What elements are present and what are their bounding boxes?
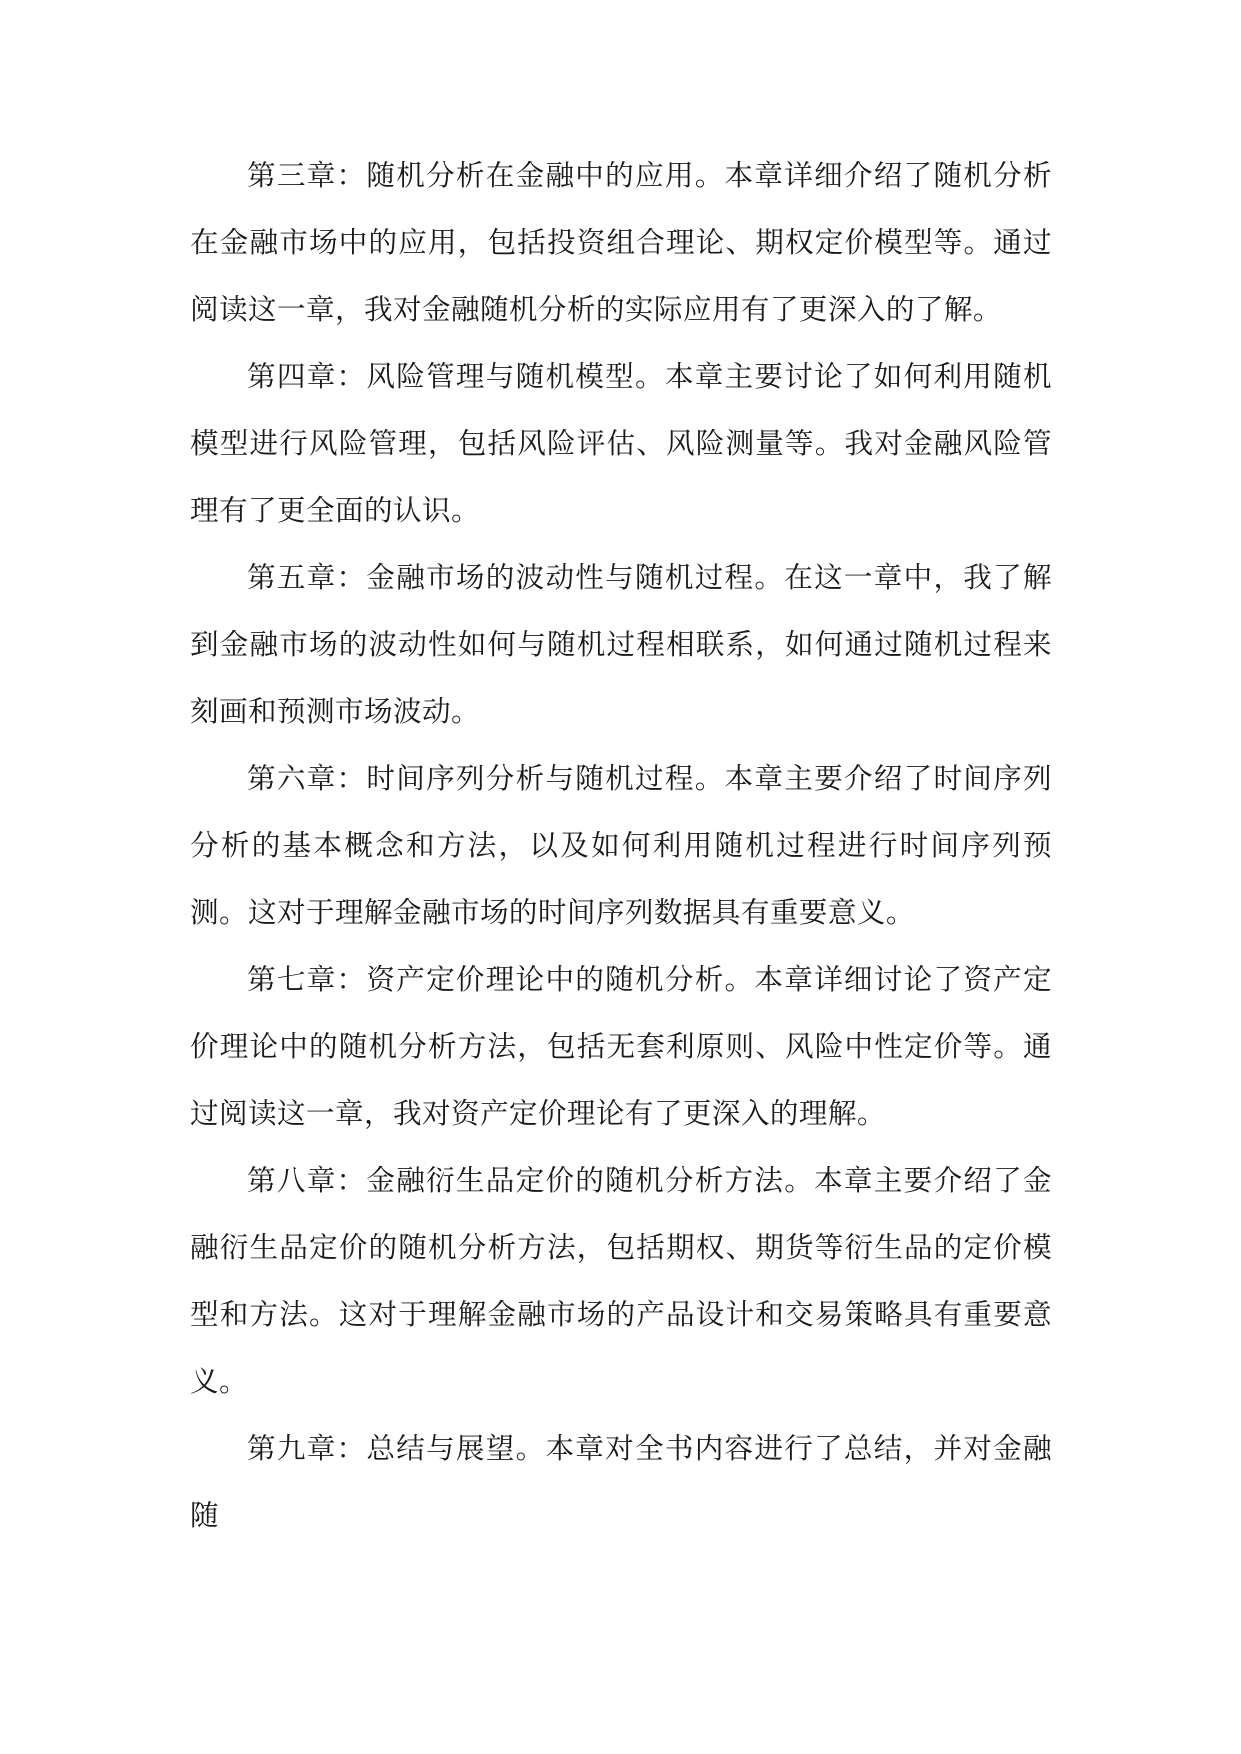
paragraph-chapter-5: 第五章：金融市场的波动性与随机过程。在这一章中，我了解到金融市场的波动性如何与随机过程相联系，如何通过随机过程来刻画和预测市场波动。 — [190, 560, 1052, 728]
document-body — [190, 142, 1052, 1549]
paragraph-chapter-4: 第四章：风险管理与随机模型。本章主要讨论了如何利用随机模型进行风险管理，包括风险评估、风险测量等。我对金融风险管理有了更全面的认识。 — [190, 359, 1052, 527]
paragraph-chapter-9: 第九章：总结与展望。本章对全书内容进行了总结，并对金融随 — [190, 1431, 1052, 1532]
paragraph-chapter-3: 第三章：随机分析在金融中的应用。本章详细介绍了随机分析在金融市场中的应用，包括投资组合理论、期权定价模型等。通过阅读这一章，我对金融随机分析的实际应用有了更深入的了解。 — [190, 158, 1052, 326]
paragraph-chapter-6: 第六章：时间序列分析与随机过程。本章主要介绍了时间序列分析的基本概念和方法，以及如何利用随机过程进行时间序列预测。这对于理解金融市场的时间序列数据具有重要意义。 — [190, 761, 1052, 929]
paragraph-chapter-8: 第八章：金融衍生品定价的随机分析方法。本章主要介绍了金融衍生品定价的随机分析方法，包括期权、期货等衍生品的定价模型和方法。这对于理解金融市场的产品设计和交易策略具有重要意义。 — [190, 1163, 1052, 1398]
paragraph-chapter-7: 第七章：资产定价理论中的随机分析。本章详细讨论了资产定价理论中的随机分析方法，包括无套利原则、风险中性定价等。通过阅读这一章，我对资产定价理论有了更深入的理解。 — [190, 962, 1052, 1130]
